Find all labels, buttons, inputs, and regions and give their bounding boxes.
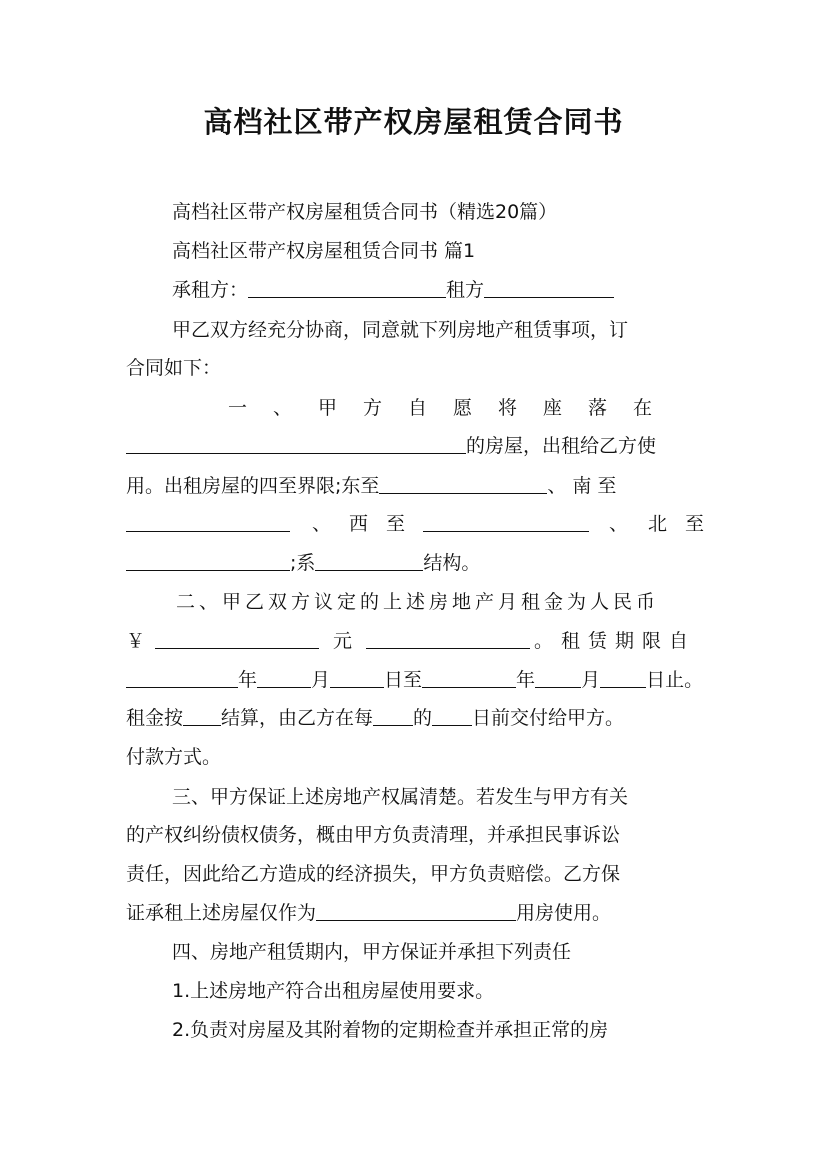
day-blank [432, 707, 472, 726]
intro-line-1: 甲乙双方经充分协商，同意就下列房地产租赁事项，订 [172, 319, 629, 341]
clause3-line-1: 三、甲方保证上述房地产权属清楚。若发生与甲方有关 [172, 786, 629, 808]
clause3-line-4 [126, 901, 611, 925]
intro-line-2: 合同如下： [126, 357, 222, 379]
end-month-blank [535, 669, 581, 688]
start-day-blank [330, 669, 384, 688]
south-blank [126, 513, 290, 532]
boundary-label: 用。出租房屋的四至界限;东至 [126, 475, 380, 497]
each-blank [373, 707, 413, 726]
usage-end-label: 用房使用。 [516, 902, 612, 924]
clause3-line-2: 的产权纠纷债权债务，概由甲方负责清理，并承担民事诉讼 [126, 824, 621, 846]
of-label: 的 [413, 707, 433, 729]
currency-symbol: ￥ [126, 630, 146, 652]
settle-label: 结算，由乙方在每 [221, 707, 374, 729]
day-to-label: 日至 [384, 669, 423, 691]
sep-2: 、 [609, 513, 629, 535]
location-blank [126, 435, 466, 454]
sep-1: 、 [312, 513, 332, 535]
clause2-line-2 [126, 629, 696, 653]
clause2-line-3 [126, 668, 703, 692]
clause1-line-5 [126, 551, 480, 575]
clause4-item-1: 1.上述房地产符合出租房屋使用要求。 [172, 980, 495, 1002]
yuan-label: 元 [333, 630, 353, 652]
lessor-label: 租方 [446, 279, 485, 301]
end-day-blank [600, 669, 646, 688]
document-title: 高档社区带产权房屋租赁合同书 [203, 105, 624, 139]
lessor-blank [484, 279, 614, 298]
article-heading: 高档社区带产权房屋租赁合同书 篇1 [172, 240, 476, 262]
clause2-line-4 [126, 706, 624, 730]
lessee-blank [248, 279, 446, 298]
clause4-line-1: 四、房地产租赁期内，甲方保证并承担下列责任 [172, 941, 572, 963]
north-label: 北至 [648, 513, 723, 535]
west-label: 西至 [349, 513, 424, 535]
parties-line [172, 278, 614, 302]
structure-blank [315, 552, 423, 571]
usage-label: 证承租上述房屋仅作为 [126, 902, 317, 924]
pay-label: 日前交付给甲方。 [472, 707, 625, 729]
clause2-line-5: 付款方式。 [126, 746, 222, 768]
west-blank [423, 513, 589, 532]
year2-label: 年 [516, 669, 536, 691]
south-label: 、南至 [547, 475, 623, 497]
clause4-item-2: 2.负责对房屋及其附着物的定期检查并承担正常的房 [172, 1019, 609, 1041]
period-label: 。租赁期限自 [534, 630, 697, 652]
north-blank [126, 552, 290, 571]
start-month-blank [257, 669, 311, 688]
year-label: 年 [238, 669, 258, 691]
start-year-blank [126, 669, 238, 688]
clause1-line-1: 一、甲方自愿将座落在 [228, 397, 679, 419]
rent-extra-blank [366, 630, 530, 649]
end-year-blank [422, 669, 516, 688]
settle-blank [183, 707, 221, 726]
clause1-line-3 [126, 474, 622, 498]
clause2-line-1: 二、甲乙双方议定的上述房地产月租金为人民币 [176, 591, 660, 613]
subtitle: 高档社区带产权房屋租赁合同书（精选20篇） [172, 201, 558, 223]
clause1-line-2-text: 的房屋，出租给乙方使 [466, 435, 657, 457]
clause3-line-3: 责任，因此给乙方造成的经济损失，甲方负责赔偿。乙方保 [126, 863, 621, 885]
rent-blank [155, 630, 319, 649]
clause1-line-4 [126, 512, 722, 536]
rent-by-label: 租金按 [126, 707, 184, 729]
end-label: 日止。 [646, 669, 704, 691]
month-label: 月 [311, 669, 331, 691]
lessee-label: 承租方： [172, 279, 249, 301]
east-blank [379, 475, 547, 494]
structure-label: 结构。 [423, 552, 481, 574]
clause1-line-2 [126, 434, 656, 458]
month2-label: 月 [581, 669, 601, 691]
usage-blank [316, 902, 516, 921]
system-label: ;系 [290, 552, 316, 574]
